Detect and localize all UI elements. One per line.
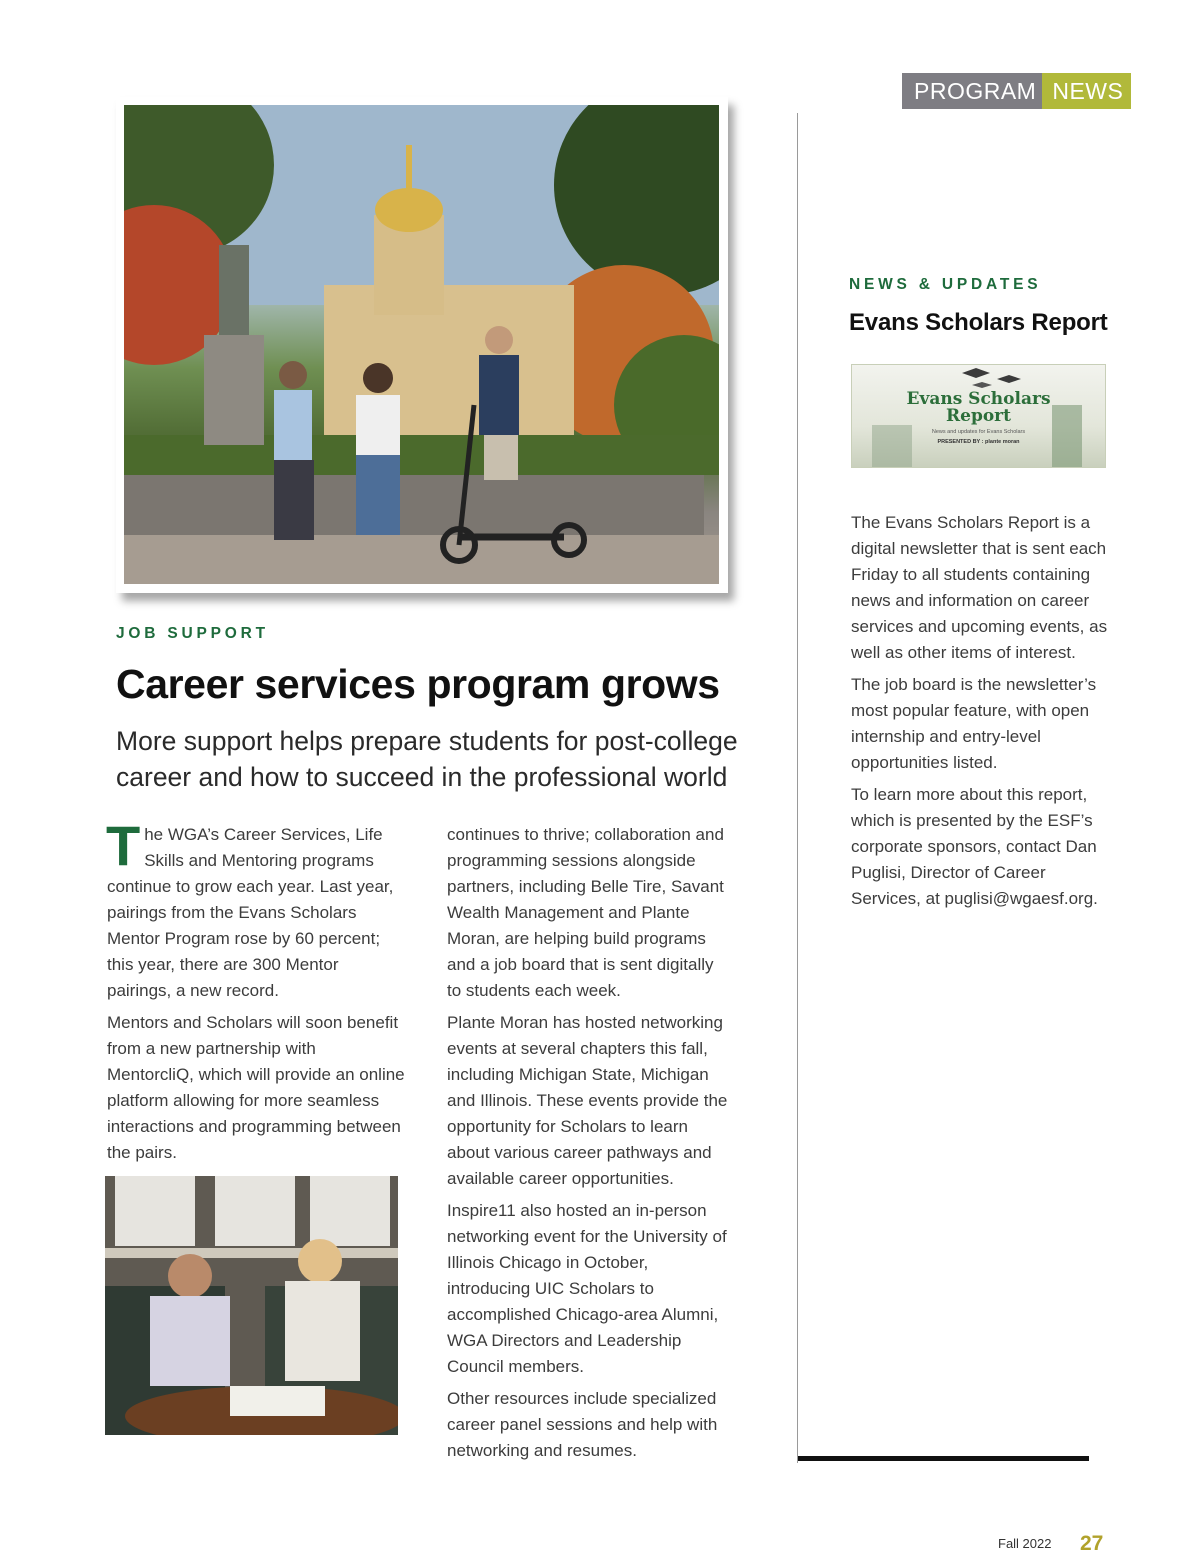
report-thumbnail — [851, 364, 1106, 468]
sidebar-title: Evans Scholars Report — [849, 309, 1108, 336]
section-tag-news: NEWS — [1042, 73, 1131, 109]
article-paragraph: The WGA’s Career Services, Life Skills and Mentoring programs continue to grow each year. Last year, pairings from the Evans Scholars Mentor Program rose by 60 percent; this year, there are 300 Mentor pairings, a new record. — [106, 814, 394, 1000]
column-divider — [797, 113, 798, 1463]
sidebar-kicker: NEWS & UPDATES — [849, 276, 1042, 293]
article-paragraph: Plante Moran has hosted networking events at several chapters this fall, including Michigan State, Michigan and Illinois. These events provide the opportunity for Scholars to learn about various career pathways and available career opportunities. — [447, 1013, 728, 1188]
section-tag-program: PROGRAM — [902, 73, 1042, 109]
sidebar-paragraph: The Evans Scholars Report is a digital newsletter that is sent each Friday to all students containing news and information on career services and upcoming events, as well as other items of interest. — [851, 513, 1108, 662]
article-paragraph: continues to thrive; collaboration and programming sessions alongside partners, including Belle Tire, Savant Wealth Management and Plante Moran, are helping build programs and a job board that is sent digitally to students each week. — [447, 825, 724, 1000]
sidebar-paragraph: To learn more about this report, which is presented by the ESF’s corporate sponsors, contact Dan Puglisi, Director of Career Services, at puglisi@wgaesf.org. — [851, 785, 1098, 908]
page-number: 27 — [1080, 1532, 1104, 1555]
report-thumbnail-title: Evans Scholars Report — [906, 389, 1051, 426]
mentoring-scene-illustration — [105, 1176, 398, 1435]
article-column-2 — [447, 822, 732, 1470]
sidebar-paragraph: The job board is the newsletter’s most popular feature, with open internship and entry-level opportunities listed. — [851, 675, 1097, 772]
article-deck: More support helps prepare students for post-college career and how to succeed in the professional world — [116, 726, 738, 792]
article-paragraph: Inspire11 also hosted an in-person networking event for the University of Illinois Chicago in October, introducing UIC Scholars to accomplished Chicago-area Alumni, WGA Directors and Leadership Council members. — [447, 1201, 727, 1376]
mentoring-photo — [105, 1176, 398, 1435]
sidebar-body — [851, 510, 1109, 918]
section-tag — [902, 73, 1131, 109]
sidebar-bottom-rule — [798, 1456, 1089, 1461]
report-thumbnail-subtitle: News and updates for Evans Scholars — [931, 429, 1026, 435]
footer-issue: Fall 2022 — [998, 1536, 1052, 1551]
campus-scene-illustration — [124, 105, 719, 584]
drop-cap: T — [106, 814, 141, 877]
main-photo — [124, 105, 719, 584]
article-paragraph: Other resources include specialized career panel sessions and help with networking and resumes. — [447, 1389, 718, 1460]
article-kicker: JOB SUPPORT — [116, 625, 269, 642]
article-column-1 — [106, 814, 407, 1204]
article-paragraph: Mentors and Scholars will soon benefit from a new partnership with MentorcliQ, which will provide an online platform allowing for more seamless interactions and programming between the pairs. — [107, 1013, 405, 1162]
article-headline: Career services program grows — [116, 661, 720, 707]
report-thumbnail-presented-by: PRESENTED BY : plante moran — [937, 439, 1020, 445]
